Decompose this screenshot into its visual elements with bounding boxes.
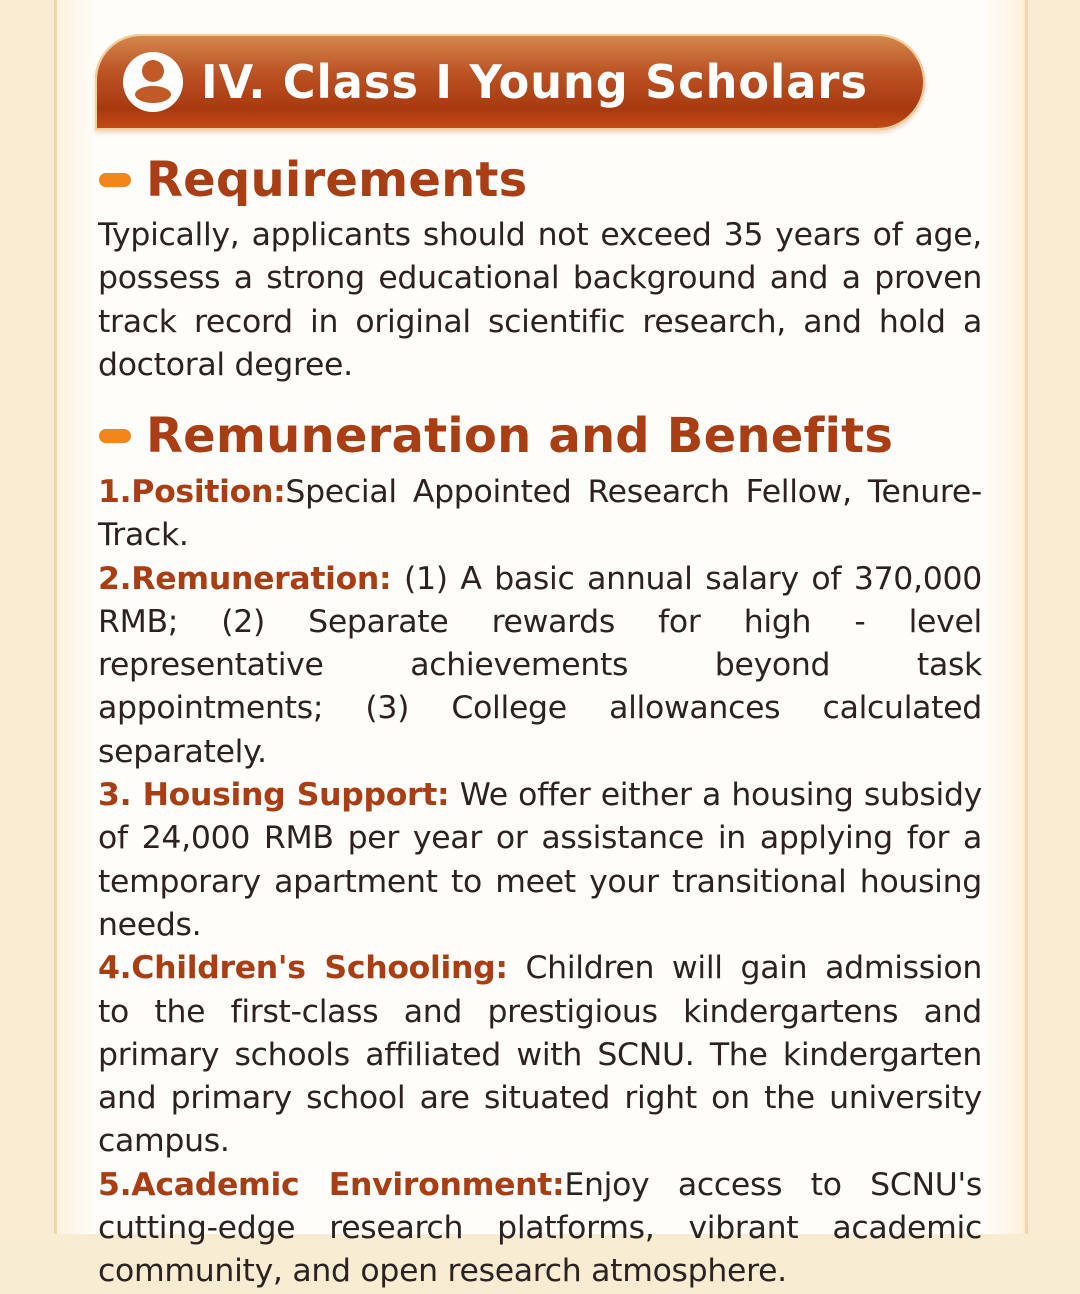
- page-edge-right: [1025, 0, 1080, 1234]
- benefit-text: Special Appointed Research Fellow, Tenure-Track.: [98, 474, 982, 554]
- benefit-item-schooling: [98, 947, 982, 1163]
- benefit-item-remuneration: [98, 558, 982, 774]
- content-card: [57, 0, 1023, 1290]
- benefit-text: (1) A basic annual salary of 370,000 RMB; (2) Separate rewards for high - level representative achievements beyond task appointments; (3) College allowances calculated separately.: [98, 560, 982, 770]
- section-banner: [95, 34, 925, 130]
- benefit-item-position: [98, 471, 982, 558]
- benefit-text: Children will gain admission to the first-class and prestigious kindergartens and primary schools affiliated with SCNU. The kindergarten and primary school are situated right on the university campus.: [98, 950, 982, 1160]
- dash-bullet-icon: [99, 429, 131, 443]
- benefit-key: 2.Remuneration:: [98, 560, 392, 597]
- benefit-text: Enjoy access to SCNU's cutting-edge research platforms, vibrant academic community, and open research atmosphere.: [98, 1166, 983, 1290]
- user-circle-icon: [123, 52, 183, 112]
- benefit-key: 4.Children's Schooling:: [98, 950, 508, 987]
- benefits-heading: [99, 408, 893, 464]
- requirements-heading-label: Requirements: [146, 152, 528, 208]
- requirements-heading: [99, 152, 527, 208]
- benefits-heading-label: Remuneration and Benefits: [146, 408, 894, 464]
- benefit-key: 3. Housing Support:: [98, 777, 450, 814]
- benefit-item-environment: [98, 1164, 982, 1294]
- dash-bullet-icon: [99, 173, 131, 187]
- requirements-text: Typically, applicants should not exceed 35 years of age, possess a strong educational background and a proven track record in original scientific research, and hold a doctoral degree.: [98, 217, 982, 383]
- benefit-key: 1.Position:: [98, 474, 286, 510]
- benefits-list: [98, 471, 982, 1294]
- banner-title: IV. Class I Young Scholars: [201, 55, 868, 109]
- benefit-text: We offer either a housing subsidy of 24,000 RMB per year or assistance in applying for a temporary apartment to meet your transitional housing needs.: [98, 777, 983, 943]
- benefit-item-housing: [98, 774, 982, 947]
- page-edge-left: [0, 0, 57, 1234]
- benefit-key: 5.Academic Environment:: [98, 1166, 565, 1203]
